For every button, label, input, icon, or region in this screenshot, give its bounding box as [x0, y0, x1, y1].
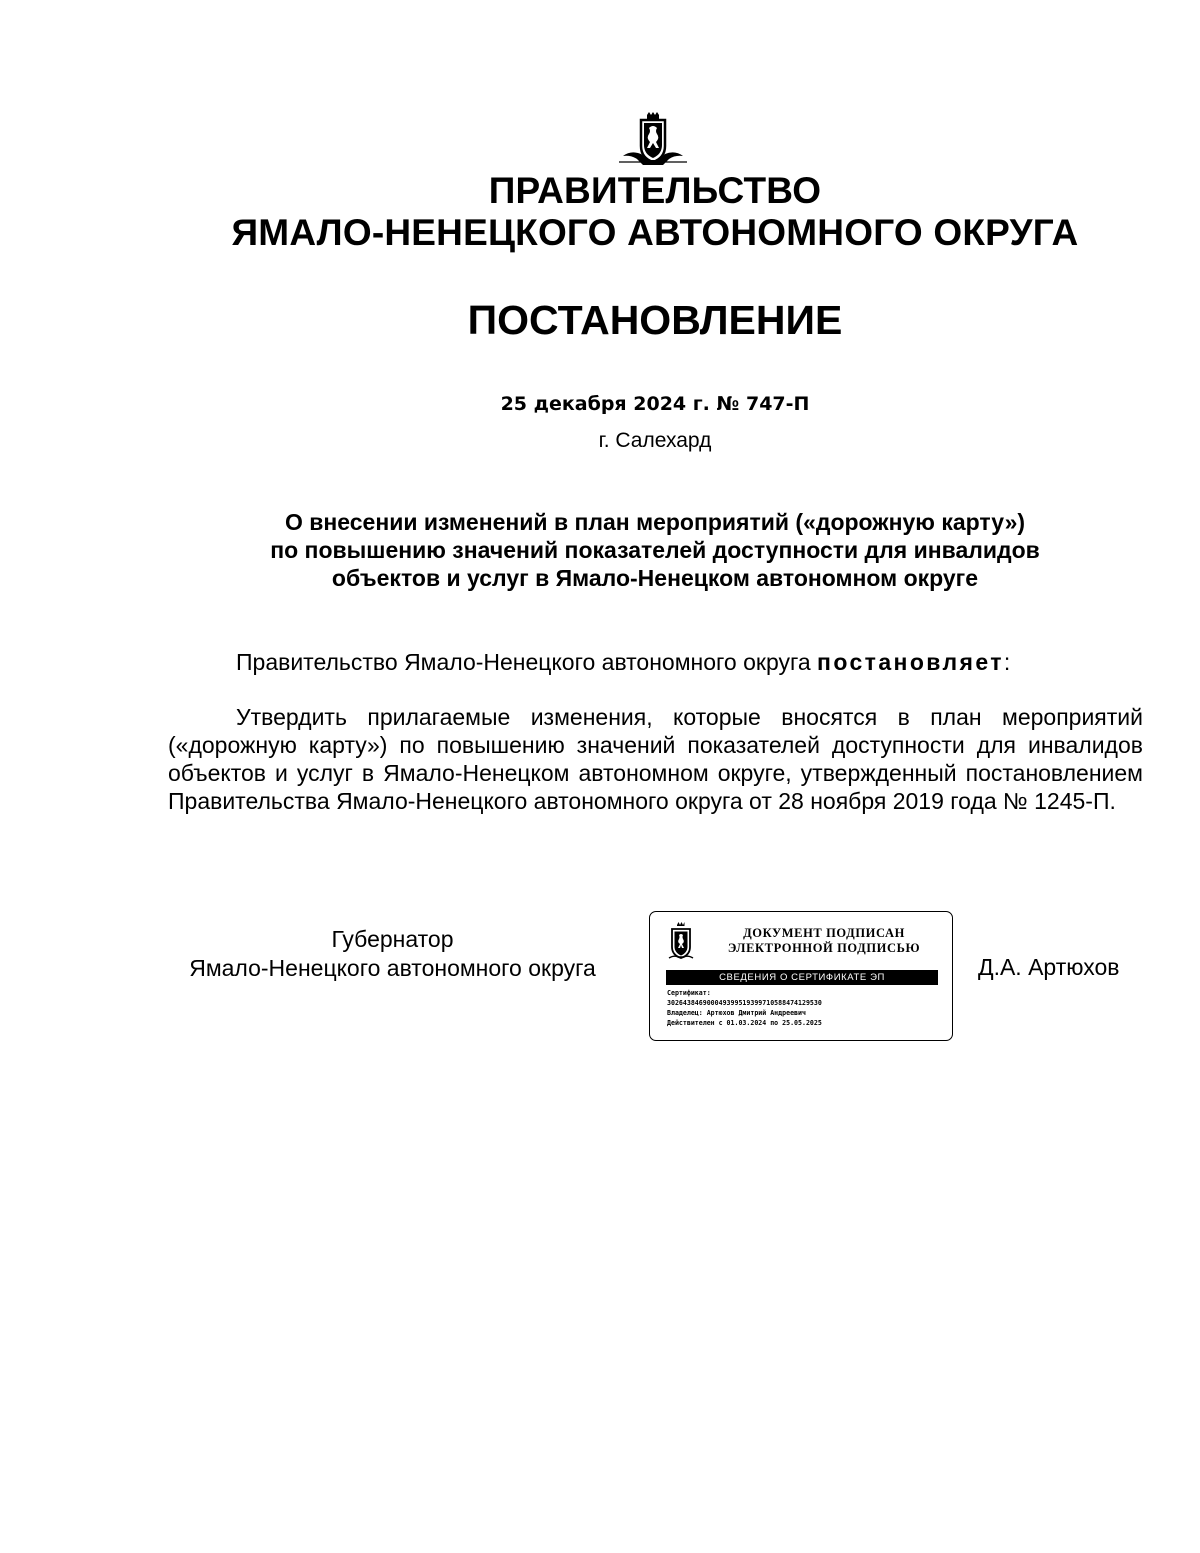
subject-line: объектов и услуг в Ямало-Ненецком автономном округе [331, 565, 979, 591]
document-city: г. Салехард [598, 429, 712, 452]
subject-line: по повышению значений показателей доступности для инвалидов [270, 537, 1040, 563]
stamp-title [710, 926, 938, 956]
coat-of-arms-icon [668, 922, 694, 962]
stamp-certificate-bar: СВЕДЕНИЯ О СЕРТИФИКАТЕ ЭП [666, 970, 938, 985]
coat-of-arms-icon [617, 112, 689, 168]
government-name-line1: ПРАВИТЕЛЬСТВО [488, 170, 822, 211]
stamp-certificate-details [667, 988, 947, 1028]
document-subject [160, 508, 1150, 592]
document-type-title: ПОСТАНОВЛЕНИЕ [467, 297, 843, 343]
stamp-title-line2: ЭЛЕКТРОННОЙ ПОДПИСЬЮ [727, 941, 921, 955]
signatory-position-line1: Губернатор [331, 926, 454, 952]
signatory-name: Д.А. Артюхов [978, 954, 1120, 980]
preamble-end: : [1003, 649, 1011, 675]
stamp-validity: Действителен с 01.03.2024 по 25.05.2025 [667, 1019, 822, 1027]
subject-line: О внесении изменений в план мероприятий («дорожную карту») [284, 509, 1026, 535]
stamp-cert-number: 3026438469000493995193997105884741295​30 [667, 999, 822, 1007]
signatory-position [160, 925, 625, 983]
preamble-emphasis: постановляет [817, 649, 1004, 675]
stamp-cert-label: Сертификат: [667, 989, 711, 997]
preamble-paragraph [168, 648, 1143, 676]
stamp-owner: Владелец: Артюхов Дмитрий Андреевич [667, 1009, 806, 1017]
preamble-text: Правительство Ямало-Ненецкого автономного округа [236, 649, 818, 675]
resolution-paragraph: Утвердить прилагаемые изменения, которые вносятся в план мероприятий («дорожную карту») по повышению значений показателей доступности для инвалидов объектов и услуг в Ямало-Ненецком автономном округе, утвержденный постановлением Правительства Ямало-Ненецкого автономного округа от 28 ноября 2019 года № 1245-П. [168, 704, 1143, 814]
document-date-number: 25 декабря 2024 г. № 747-П [500, 393, 810, 415]
signatory-position-line2: Ямало-Ненецкого автономного округа [189, 955, 596, 981]
electronic-signature-stamp [649, 911, 953, 1041]
government-name-line2: ЯМАЛО-НЕНЕЦКОГО АВТОНОМНОГО ОКРУГА [231, 212, 1079, 253]
stamp-title-line1: ДОКУМЕНТ ПОДПИСАН [743, 926, 905, 940]
